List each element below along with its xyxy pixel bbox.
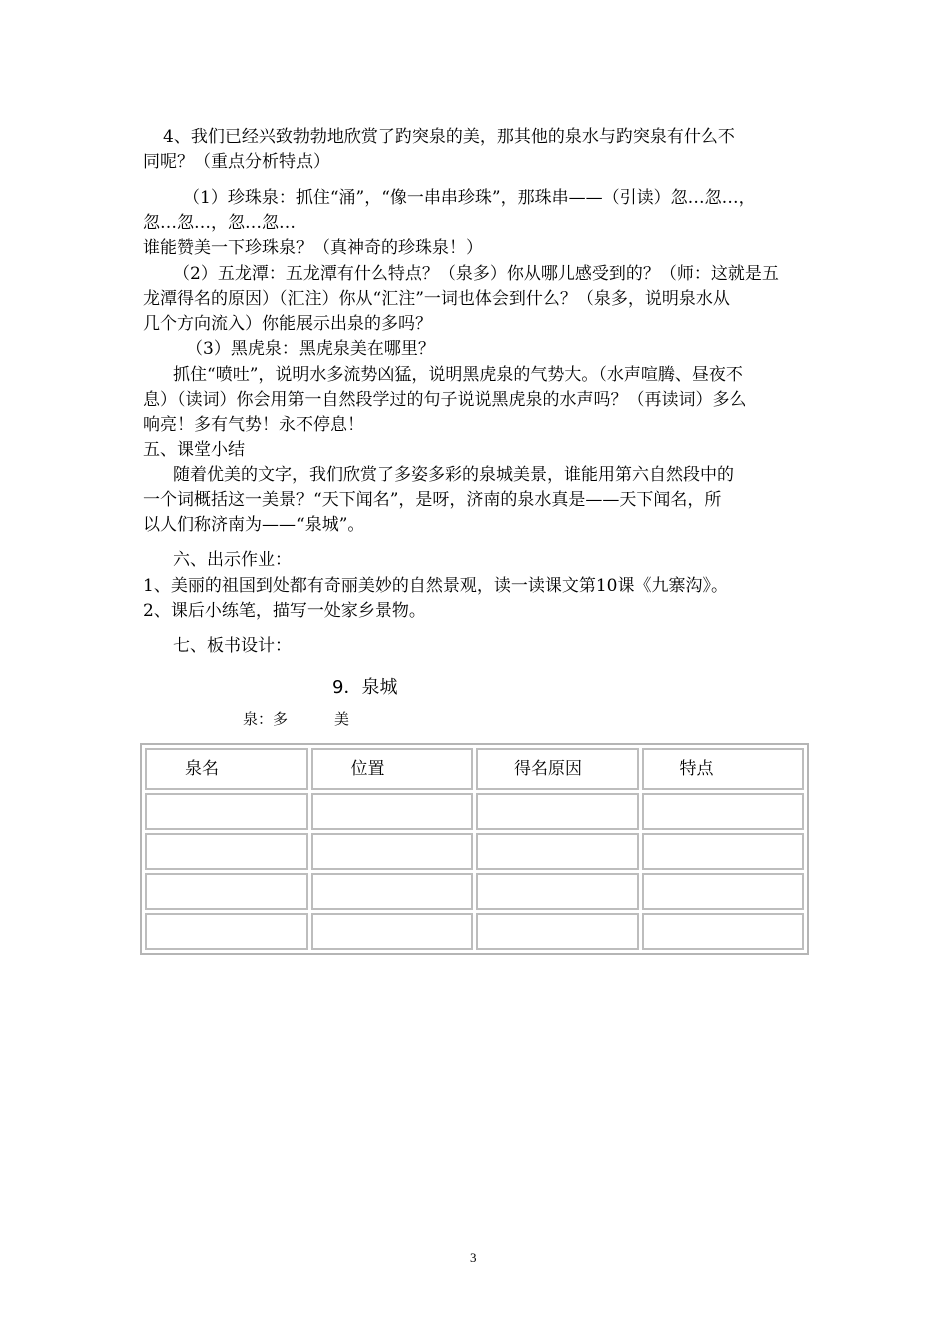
table-cell	[145, 833, 308, 870]
table-row	[145, 833, 804, 870]
table-cell	[642, 873, 805, 910]
table-cell	[476, 873, 639, 910]
table-row	[145, 793, 804, 830]
paragraph-line: 忽…忽…，忽…忽…	[143, 213, 296, 233]
table-cell	[642, 913, 805, 950]
table-cell	[145, 913, 308, 950]
table-cell	[476, 833, 639, 870]
paragraph-line: 龙潭得名的原因）（汇注）你从“汇注”一词也体会到什么？（泉多，说明泉水从	[143, 289, 730, 309]
board-subtitle-suffix: 美	[334, 710, 350, 728]
table-row	[145, 873, 804, 910]
paragraph-line: 随着优美的文字，我们欣赏了多姿多彩的泉城美景，谁能用第六自然段中的	[173, 465, 734, 485]
table-header-cell: 位置	[311, 748, 474, 790]
paragraph-line: 以人们称济南为——“泉城”。	[143, 515, 365, 535]
table-cell	[311, 793, 474, 830]
paragraph-line: 4、我们已经兴致勃勃地欣赏了趵突泉的美，那其他的泉水与趵突泉有什么不	[163, 127, 735, 147]
paragraph-line: 响亮！多有气势！永不停息！	[143, 415, 364, 435]
page-number: 3	[470, 1250, 477, 1265]
paragraph-line: 息）（读词）你会用第一自然段学过的句子说说黑虎泉的水声吗？（再读词）多么	[143, 390, 747, 410]
section-heading: 七、板书设计：	[173, 636, 292, 656]
table-cell	[145, 873, 308, 910]
table-cell	[311, 913, 474, 950]
paragraph-line: 一个词概括这一美景？“天下闻名”，是呀，济南的泉水真是——天下闻名，所	[143, 490, 722, 510]
paragraph-line: （2）五龙潭：五龙潭有什么特点？（泉多）你从哪儿感受到的？（师：这就是五	[173, 264, 779, 284]
paragraph-line: 抓住“喷吐”，说明水多流势凶猛，说明黑虎泉的气势大。（水声喧腾、昼夜不	[173, 365, 743, 385]
table-cell	[642, 793, 805, 830]
table-cell	[642, 833, 805, 870]
board-subtitle	[243, 708, 349, 729]
table-cell	[145, 793, 308, 830]
table-cell	[476, 793, 639, 830]
section-heading: 六、出示作业：	[173, 550, 292, 570]
table-header-cell: 得名原因	[476, 748, 639, 790]
table-header-row	[145, 748, 804, 790]
table-row	[145, 913, 804, 950]
paragraph-line: 同呢？（重点分析特点）	[143, 152, 330, 172]
board-title: 9．泉城	[332, 677, 398, 698]
board-table	[140, 743, 809, 955]
paragraph-line: 1、美丽的祖国到处都有奇丽美妙的自然景观，读一读课文第10课《九寨沟》。	[143, 576, 728, 596]
table-cell	[311, 873, 474, 910]
table-cell	[311, 833, 474, 870]
paragraph-line: （1）珍珠泉：抓住“涌”，“像一串串珍珠”，那珠串——（引读）忽…忽…，	[183, 188, 756, 208]
table-header-cell: 特点	[642, 748, 805, 790]
table-header-cell: 泉名	[145, 748, 308, 790]
board-subtitle-prefix: 泉：多	[243, 710, 289, 728]
paragraph-line: 2、课后小练笔，描写一处家乡景物。	[143, 601, 426, 621]
section-heading: 五、课堂小结	[143, 440, 245, 460]
paragraph-line: 谁能赞美一下珍珠泉？（真神奇的珍珠泉！）	[143, 238, 483, 258]
paragraph-line: （3）黑虎泉：黑虎泉美在哪里？	[186, 339, 435, 359]
paragraph-line: 几个方向流入）你能展示出泉的多吗？	[143, 314, 432, 334]
table-cell	[476, 913, 639, 950]
